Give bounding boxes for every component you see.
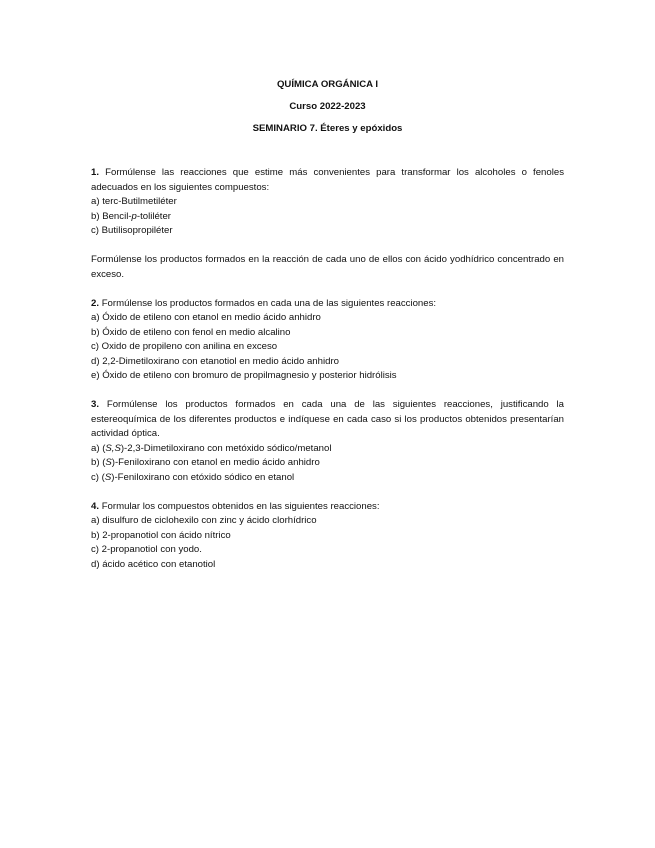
question-3-prompt xyxy=(91,398,564,442)
question-2-item-e: e) Óxido de etileno con bromuro de propilmagnesio y posterior hidrólisis xyxy=(91,370,397,381)
question-1-number: 1. xyxy=(91,167,100,178)
document-body xyxy=(91,166,564,572)
question-3-text: Formúlense los productos formados en cada una de las siguientes reacciones, justificando la estereoquímica de los diferentes productos e indíquese en cada caso si los productos obtenidos presentarían actividad óptica. xyxy=(91,399,565,439)
course-year: Curso 2022-2023 xyxy=(289,101,366,112)
question-2-item-c: c) Oxido de propileno con anilina en exceso xyxy=(91,341,278,352)
question-4-text: Formular los compuestos obtenidos en las siguientes reacciones: xyxy=(101,500,380,512)
question-1-item-b: b) Bencil-p-toliléter xyxy=(91,210,171,222)
question-1-prompt xyxy=(91,166,564,195)
question-2-number: 2. xyxy=(91,297,100,309)
question-2-text: Formúlense los productos formados en cada una de las siguientes reacciones: xyxy=(101,297,437,309)
question-4-prompt xyxy=(91,500,564,515)
question-1-item-a: a) terc-Butilmetiléter xyxy=(91,196,177,207)
question-2-prompt xyxy=(91,297,564,312)
question-4-item-c: c) 2-propanotiol con yodo. xyxy=(91,544,202,555)
question-1-text: Formúlense las reacciones que estime más convenientes para transformar los alcoholes o fenoles adecuados en los siguientes compuestos: xyxy=(91,167,564,193)
question-2-item-b: b) Óxido de etileno con fenol en medio alcalino xyxy=(91,326,291,338)
question-2-item-a: a) Óxido de etileno con etanol en medio ácido anhidro xyxy=(91,312,321,323)
question-4-item-d: d) ácido acético con etanotiol xyxy=(91,558,216,570)
question-1-item-c: c) Butilisopropiléter xyxy=(91,225,173,236)
question-4-item-b: b) 2-propanotiol con ácido nítrico xyxy=(91,529,231,541)
question-3-item-c: c) (S)-Feniloxirano con etóxido sódico en etanol xyxy=(91,471,295,483)
question-3-item-b: b) (S)-Feniloxirano con etanol en medio ácido anhidro xyxy=(91,457,320,468)
question-3-item-a: a) (S,S)-2,3-Dimetiloxirano con metóxido sódico/metanol xyxy=(91,442,332,454)
question-3-number: 3. xyxy=(91,399,100,410)
question-2-item-d: d) 2,2-Dimetiloxirano con etanotiol en medio ácido anhidro xyxy=(91,355,339,367)
course-title: QUÍMICA ORGÁNICA I xyxy=(276,79,379,90)
question-1-followup: Formúlense los productos formados en la reacción de cada uno de ellos con ácido yodhídrico concentrado en exceso. xyxy=(91,254,564,280)
question-4-item-a: a) disulfuro de ciclohexilo con zinc y ácido clorhídrico xyxy=(91,515,317,526)
seminar-title: SEMINARIO 7. Éteres y epóxidos xyxy=(252,123,403,134)
question-4-number: 4. xyxy=(91,500,100,512)
